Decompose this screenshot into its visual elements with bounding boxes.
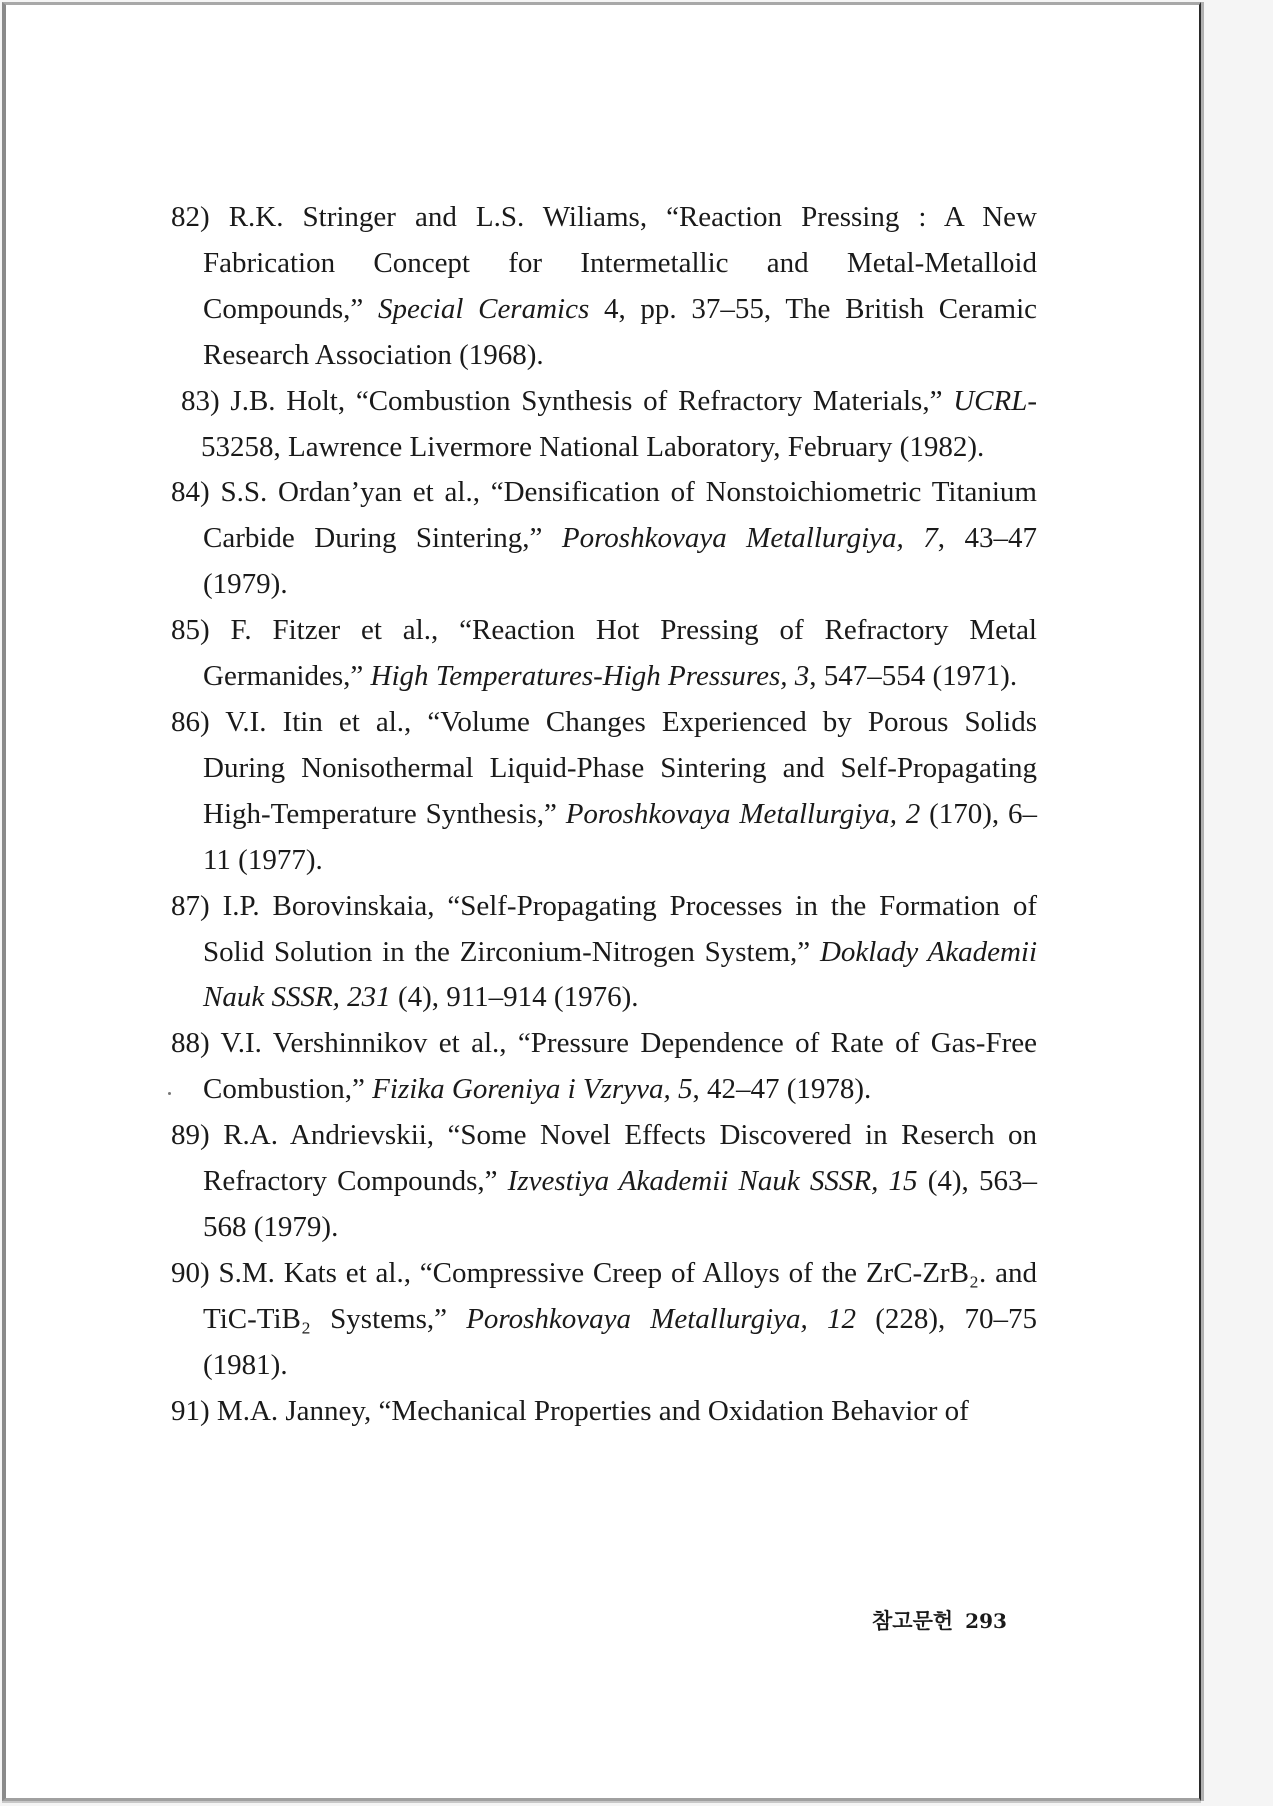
reference-text: J.B. Holt, “Combustion Synthesis of Refractory Materials,” xyxy=(230,384,954,417)
reference-text: I.P. Borovinskaia, “Self-Propagating Processes in the Formation of Solid Solution in the Zirconium-Nitrogen System,” xyxy=(203,889,1037,968)
reference-text: M.A. Janney, “Mechanical Properties and Oxidation Behavior of xyxy=(216,1394,969,1427)
reference-journal: Poroshkovaya Metallurgiya, 2 xyxy=(565,797,921,830)
reference-item-89 xyxy=(171,1113,1037,1251)
reference-text: R.A. Andrievskii, “Some Novel Effects Discovered in Reserch on Refractory Compounds,” xyxy=(203,1119,1037,1198)
reference-journal: Poroshkovaya Metallurgiya, 12 xyxy=(466,1302,857,1335)
page-number: 293 xyxy=(965,1609,1007,1633)
reference-details: (170), 6–11 (1977). xyxy=(203,797,1037,876)
reference-details: -53258, Lawrence Livermore National Laboratory, February (1982). xyxy=(201,384,1038,463)
reference-details: , 42–47 (1978). xyxy=(692,1073,872,1106)
reference-details: 4, pp. 37–55, The British Ceramic Research Association (1968). xyxy=(203,292,1038,371)
reference-details: (4), 911–914 (1976). xyxy=(390,981,639,1014)
reference-list xyxy=(171,195,1037,1434)
reference-item-91 xyxy=(171,1389,1037,1435)
reference-text: S.M. Kats et al., “Compressive Creep of Alloys of the ZrC-ZrB₂. and TiC-TiB₂ Systems,” xyxy=(203,1256,1038,1335)
reference-item-87 xyxy=(171,884,1037,1022)
reference-journal: Fizika Goreniya i Vzryva, 5 xyxy=(372,1073,693,1106)
reference-details: , 43–47 (1979). xyxy=(203,522,1037,601)
page-footer xyxy=(872,1605,1007,1635)
reference-item-88 xyxy=(171,1021,1037,1113)
reference-number: 82) xyxy=(171,201,210,233)
reference-item-85 xyxy=(171,608,1037,700)
reference-item-83 xyxy=(171,379,1037,471)
reference-number: 88) xyxy=(171,1027,210,1060)
reference-text: F. Fitzer et al., “Reaction Hot Pressing of Refractory Metal Germanides,” xyxy=(203,614,1037,693)
reference-text: S.S. Ordan’yan et al., “Densification of Nonstoichiometric Titanium Carbide During Sintering,” xyxy=(203,476,1037,555)
reference-number: 89) xyxy=(171,1119,210,1152)
reference-number: 87) xyxy=(171,889,210,922)
reference-journal: Special Ceramics xyxy=(378,292,590,325)
reference-journal: Poroshkovaya Metallurgiya, 7 xyxy=(561,522,938,555)
reference-text: V.I. Vershinnikov et al., “Pressure Dependence of Rate of Gas-Free Combustion,” xyxy=(203,1027,1037,1106)
reference-journal: Izvestiya Akademii Nauk SSSR, 15 xyxy=(507,1165,918,1198)
reference-journal: UCRL xyxy=(953,384,1028,417)
reference-number: 90) xyxy=(171,1256,210,1289)
reference-details: , 547–554 (1971). xyxy=(809,660,1018,693)
reference-details: (228), 70–75 (1981). xyxy=(203,1302,1037,1381)
reference-text: R.K. Stringer and L.S. Wiliams, “Reaction Pressing : A New Fabrication Concept for Intermetallic and Metal-Metalloid Compounds,” xyxy=(203,201,1037,325)
reference-journal: Doklady Akademii Nauk SSSR, 231 xyxy=(203,935,1037,1014)
scan-speck xyxy=(168,1092,171,1095)
reference-number: 85) xyxy=(171,614,210,647)
document-page xyxy=(2,2,1201,1801)
reference-item-86 xyxy=(171,700,1037,884)
reference-journal: High Temperatures-High Pressures, 3 xyxy=(370,660,810,693)
reference-number: 83) xyxy=(181,384,220,417)
section-label: 참고문헌 xyxy=(872,1609,954,1633)
reference-item-84 xyxy=(171,470,1037,608)
reference-number: 84) xyxy=(171,476,210,509)
reference-item-82 xyxy=(171,195,1037,379)
reference-details: (4), 563–568 (1979). xyxy=(203,1165,1037,1243)
reference-number: 86) xyxy=(171,705,210,738)
reference-item-90 xyxy=(171,1251,1037,1389)
reference-text: V.I. Itin et al., “Volume Changes Experienced by Porous Solids During Nonisothermal Liquid-Phase Sintering and Self-Propagating High-Temperature Synthesis,” xyxy=(203,705,1037,830)
reference-number: 91) xyxy=(171,1394,210,1427)
